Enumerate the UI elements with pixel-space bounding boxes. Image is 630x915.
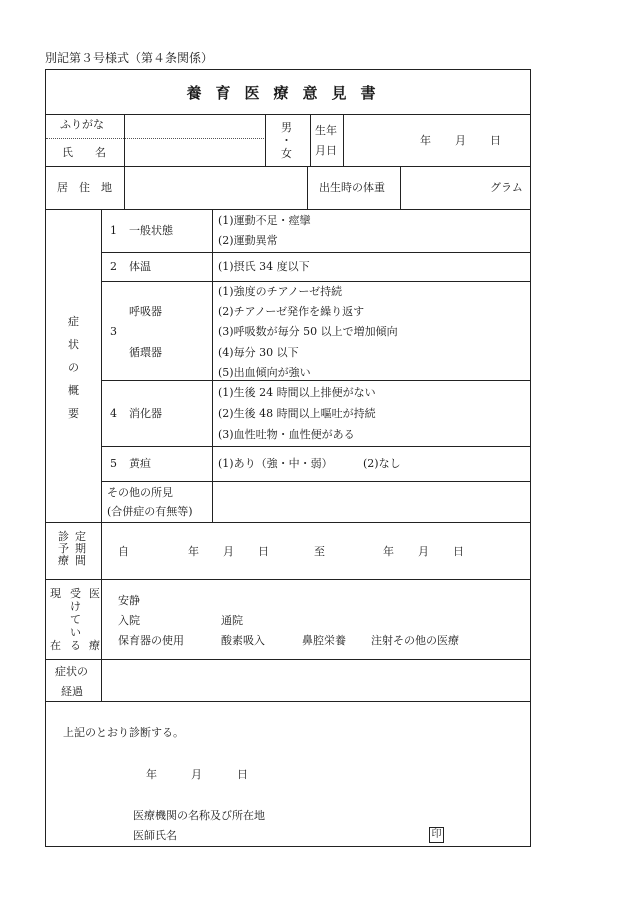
symptom-3-label-respiratory: 呼吸器 (129, 305, 162, 318)
symptom-2-label: 体温 (129, 260, 151, 273)
dob-label-top: 生年 (315, 124, 337, 137)
divider-sym-4 (101, 446, 530, 447)
symptom-3-detail: (2)チアノーゼ発作を繰り返す (218, 305, 365, 318)
period-label: 療 (58, 554, 69, 567)
period-label: 間 (75, 554, 86, 567)
care-option-nasal-feeding: 鼻腔栄養 (302, 634, 346, 647)
progress-label: 症状の (55, 665, 88, 678)
care-option-inpatient: 入院 (118, 614, 140, 627)
divider-name (46, 166, 530, 167)
care-label: け (70, 600, 81, 613)
care-option-outpatient: 通院 (221, 614, 243, 627)
care-option-rest: 安静 (118, 594, 140, 607)
symptom-3-label-circulatory: 循環器 (129, 346, 162, 359)
divider-furigana (46, 138, 264, 139)
symptom-5-detail: (2)なし (363, 457, 401, 470)
footer-day: 日 (237, 768, 248, 781)
dob-month: 月 (455, 134, 466, 147)
symptom-5-detail: (1)あり（強・中・弱） (218, 457, 333, 470)
period-to-day: 日 (453, 545, 464, 558)
symptom-4-detail: (3)血性吐物・血性便がある (218, 428, 355, 441)
symptom-1-detail: (2)運動異常 (218, 234, 278, 247)
care-option-injection: 注射その他の医療 (371, 634, 459, 647)
care-label: 医 (89, 587, 100, 600)
birth-weight-label: 出生時の体重 (319, 181, 385, 194)
symptom-4-number: 4 (110, 407, 117, 420)
doctor-name-label: 医師氏名 (133, 829, 177, 842)
symptom-1-number: 1 (110, 224, 117, 237)
period-from: 自 (118, 545, 129, 558)
divider-address (46, 209, 530, 210)
sex-dot: ・ (281, 134, 292, 147)
symptom-4-detail: (1)生後 24 時間以上排便がない (218, 386, 376, 399)
vline-dob (343, 114, 344, 166)
symptom-1-detail: (1)運動不足・痙攣 (218, 214, 311, 227)
dob-label-bottom: 月日 (315, 144, 337, 157)
symptom-2-detail: (1)摂氏 34 度以下 (218, 260, 310, 273)
period-label: 期 (75, 542, 86, 555)
diagnosis-statement: 上記のとおり診断する。 (63, 726, 184, 739)
divider-sym-1 (101, 252, 530, 253)
divider-sym-2 (101, 281, 530, 282)
care-label: 現 (50, 587, 61, 600)
care-option-oxygen: 酸素吸入 (221, 634, 265, 647)
period-label: 定 (75, 530, 86, 543)
vline-symptom-detail (212, 209, 213, 522)
divider-progress (46, 701, 530, 702)
other-findings-label: その他の所見 (107, 486, 173, 499)
period-to-year: 年 (383, 545, 394, 558)
vline-sex (265, 114, 266, 166)
symptoms-label-char: 概 (68, 384, 79, 397)
furigana-label: ふりがな (60, 118, 104, 131)
vline-label (101, 209, 102, 701)
symptom-3-detail: (1)強度のチアノーゼ持続 (218, 285, 343, 298)
divider-symptoms (46, 522, 530, 523)
symptom-3-detail: (4)毎分 30 以下 (218, 346, 299, 359)
sex-female: 女 (281, 147, 292, 160)
symptom-3-detail: (3)呼吸数が毎分 50 以上で増加傾向 (218, 325, 398, 338)
symptoms-label-char: の (68, 361, 79, 374)
symptom-1-label: 一般状態 (129, 224, 173, 237)
vline-name-label (124, 114, 125, 209)
symptom-3-number: 3 (110, 325, 117, 338)
birth-weight-unit: グラム (490, 181, 523, 194)
seal-box: 印 (429, 827, 444, 843)
symptoms-label-char: 状 (68, 338, 79, 351)
name-label: 氏 名 (62, 146, 106, 159)
divider-care (46, 659, 530, 660)
care-label: て (70, 613, 81, 626)
period-label: 診 (58, 530, 69, 543)
divider-title (46, 114, 530, 115)
dob-day: 日 (490, 134, 501, 147)
footer-year: 年 (146, 768, 157, 781)
period-to: 至 (314, 545, 325, 558)
period-from-year: 年 (188, 545, 199, 558)
symptom-5-number: 5 (110, 457, 117, 470)
symptom-2-number: 2 (110, 260, 117, 273)
address-label: 居 住 地 (57, 181, 112, 194)
symptom-4-label: 消化器 (129, 407, 162, 420)
care-label: い (70, 626, 81, 639)
care-label: 在 (50, 639, 61, 652)
care-option-incubator: 保育器の使用 (118, 634, 184, 647)
symptom-3-detail: (5)出血傾向が強い (218, 366, 311, 379)
symptom-5-label: 黄疸 (129, 457, 151, 470)
sex-male: 男 (281, 121, 292, 134)
divider-sym-3 (101, 380, 530, 381)
divider-period (46, 579, 530, 580)
symptom-4-detail: (2)生後 48 時間以上嘔吐が持続 (218, 407, 376, 420)
dob-year: 年 (420, 134, 431, 147)
vline-dob-label (310, 114, 311, 166)
period-from-day: 日 (258, 545, 269, 558)
other-findings-sublabel: (合併症の有無等) (107, 505, 193, 518)
period-to-month: 月 (418, 545, 429, 558)
period-from-month: 月 (223, 545, 234, 558)
progress-label: 経過 (61, 685, 83, 698)
care-label: る (70, 639, 81, 652)
form-reference-note: 別記第３号様式（第４条関係） (45, 51, 214, 65)
care-label: 療 (89, 639, 100, 652)
vline-weight-right (400, 166, 401, 209)
care-label: 受 (70, 587, 81, 600)
divider-sym-5 (101, 481, 530, 482)
form-title: 養育医療意見書 (186, 84, 390, 102)
period-label: 予 (58, 542, 69, 555)
institution-label: 医療機関の名称及び所在地 (133, 809, 265, 822)
vline-weight-left (307, 166, 308, 209)
symptoms-label-char: 症 (68, 315, 79, 328)
footer-month: 月 (191, 768, 202, 781)
symptoms-label-char: 要 (68, 407, 79, 420)
